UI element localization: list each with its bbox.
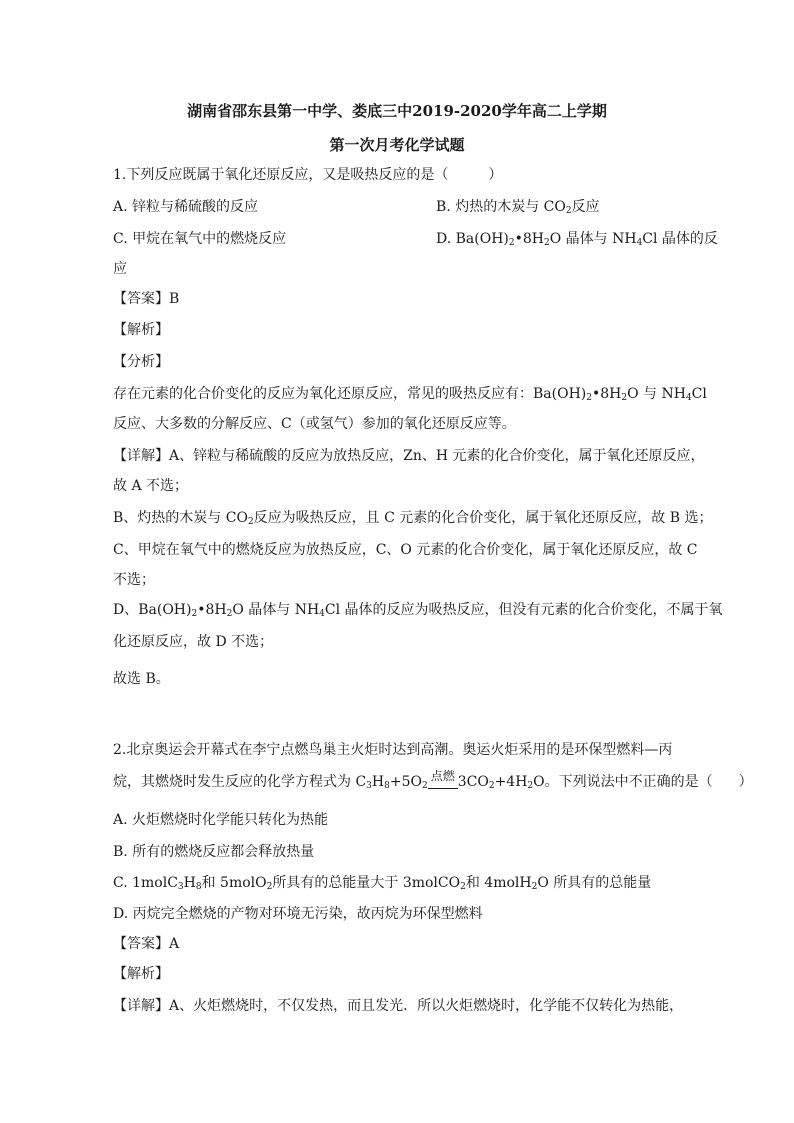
q1-option-b: B. 灼热的木炭与 $CO_2$反应	[436, 199, 600, 216]
q2-stem-line-2: 烷，其燃烧时发生反应的化学方程式为 $C_3H_8+5O_2$ 点燃 $3CO_2+4H_2O$。下列说法中不正确的是（ ）	[113, 769, 753, 791]
q1-option-d: D. $Ba(OH)_2•8H_2O$ 晶体与 $NH_4Cl$ 晶体的反	[436, 231, 718, 248]
q2-jiexi-heading: 【解析】	[113, 966, 169, 982]
q2-option-a: A. 火炬燃烧时化学能只转化为热能	[113, 812, 329, 828]
q1-detail-line-6: D、$Ba(OH)_2•8H_2O$ 晶体与 $NH_4Cl$ 晶体的反应为吸热反应，但没有元素的化合价变化，不属于氧	[113, 602, 723, 619]
q1-conclusion: 故选 B。	[113, 671, 170, 687]
q2-stem-line-1: 2.北京奥运会开幕式在李宁点燃鸟巢主火炬时达到高潮。奥运火炬采用的是环保型燃料—丙	[113, 742, 673, 758]
q1-detail-line-2: 故 A 不选；	[113, 478, 189, 494]
document-title: 湖南省邵东县第一中学、娄底三中2019-2020学年高二上学期	[187, 102, 607, 120]
q1-detail-line-3: B、灼热的木炭与 $CO_2$反应为吸热反应，且 C 元素的化合价变化，属于氧化还原反应，故 B 选；	[113, 510, 713, 527]
q1-detail-line-1: 【详解】A、锌粒与稀硫酸的反应为放热反应，Zn、H 元素的化合价变化，属于氧化还原反应，	[113, 448, 705, 464]
q2-answer: 【答案】A	[113, 936, 180, 952]
q1-jiexi-heading: 【解析】	[113, 322, 169, 338]
q1-detail-line-4: C、甲烷在氧气中的燃烧反应为放热反应，C、O 元素的化合价变化，属于氧化还原反应，故 C	[113, 542, 698, 558]
q1-fenxi-heading: 【分析】	[113, 354, 169, 370]
q2-option-d: D. 丙烷完全燃烧的产物对环境无污染，故丙烷为环保型燃料	[113, 906, 483, 922]
q2-detail-line-1: 【详解】A、火炬燃烧时，不仅发热，而且发光．所以火炬燃烧时，化学能不仅转化为热能，	[113, 998, 684, 1014]
q1-option-c: C. 甲烷在氧气中的燃烧反应	[113, 231, 287, 247]
document-subtitle: 第一次月考化学试题	[329, 136, 465, 154]
q2-option-b: B. 所有的燃烧反应都会释放热量	[113, 844, 315, 860]
q2-option-c: C. $1molC_3H_8$和 5molO$_2$所具有的总能量大于 3molCO$_2$和 4molH$_2$O 所具有的总能量	[113, 875, 652, 892]
q1-detail-line-5: 不选；	[113, 572, 155, 588]
q1-detail-line-7: 化还原反应，故 D 不选；	[113, 634, 274, 650]
q1-analysis-line-1: 存在元素的化合价变化的反应为氧化还原反应，常见的吸热反应有：$Ba(OH)_2•8H_2O$ 与 $NH_4Cl$	[113, 386, 707, 403]
q1-option-a: A. 锌粒与稀硫酸的反应	[113, 199, 259, 215]
q1-answer: 【答案】B	[113, 291, 180, 307]
reaction-condition-arrow: 点燃	[428, 772, 458, 792]
q1-analysis-line-2: 反应、大多数的分解反应、C（或氢气）参加的氧化还原反应等。	[113, 416, 516, 432]
q1-stem: 1.下列反应既属于氧化还原反应，又是吸热反应的是（ ）	[113, 167, 503, 183]
q1-option-d-continued: 应	[113, 261, 127, 277]
